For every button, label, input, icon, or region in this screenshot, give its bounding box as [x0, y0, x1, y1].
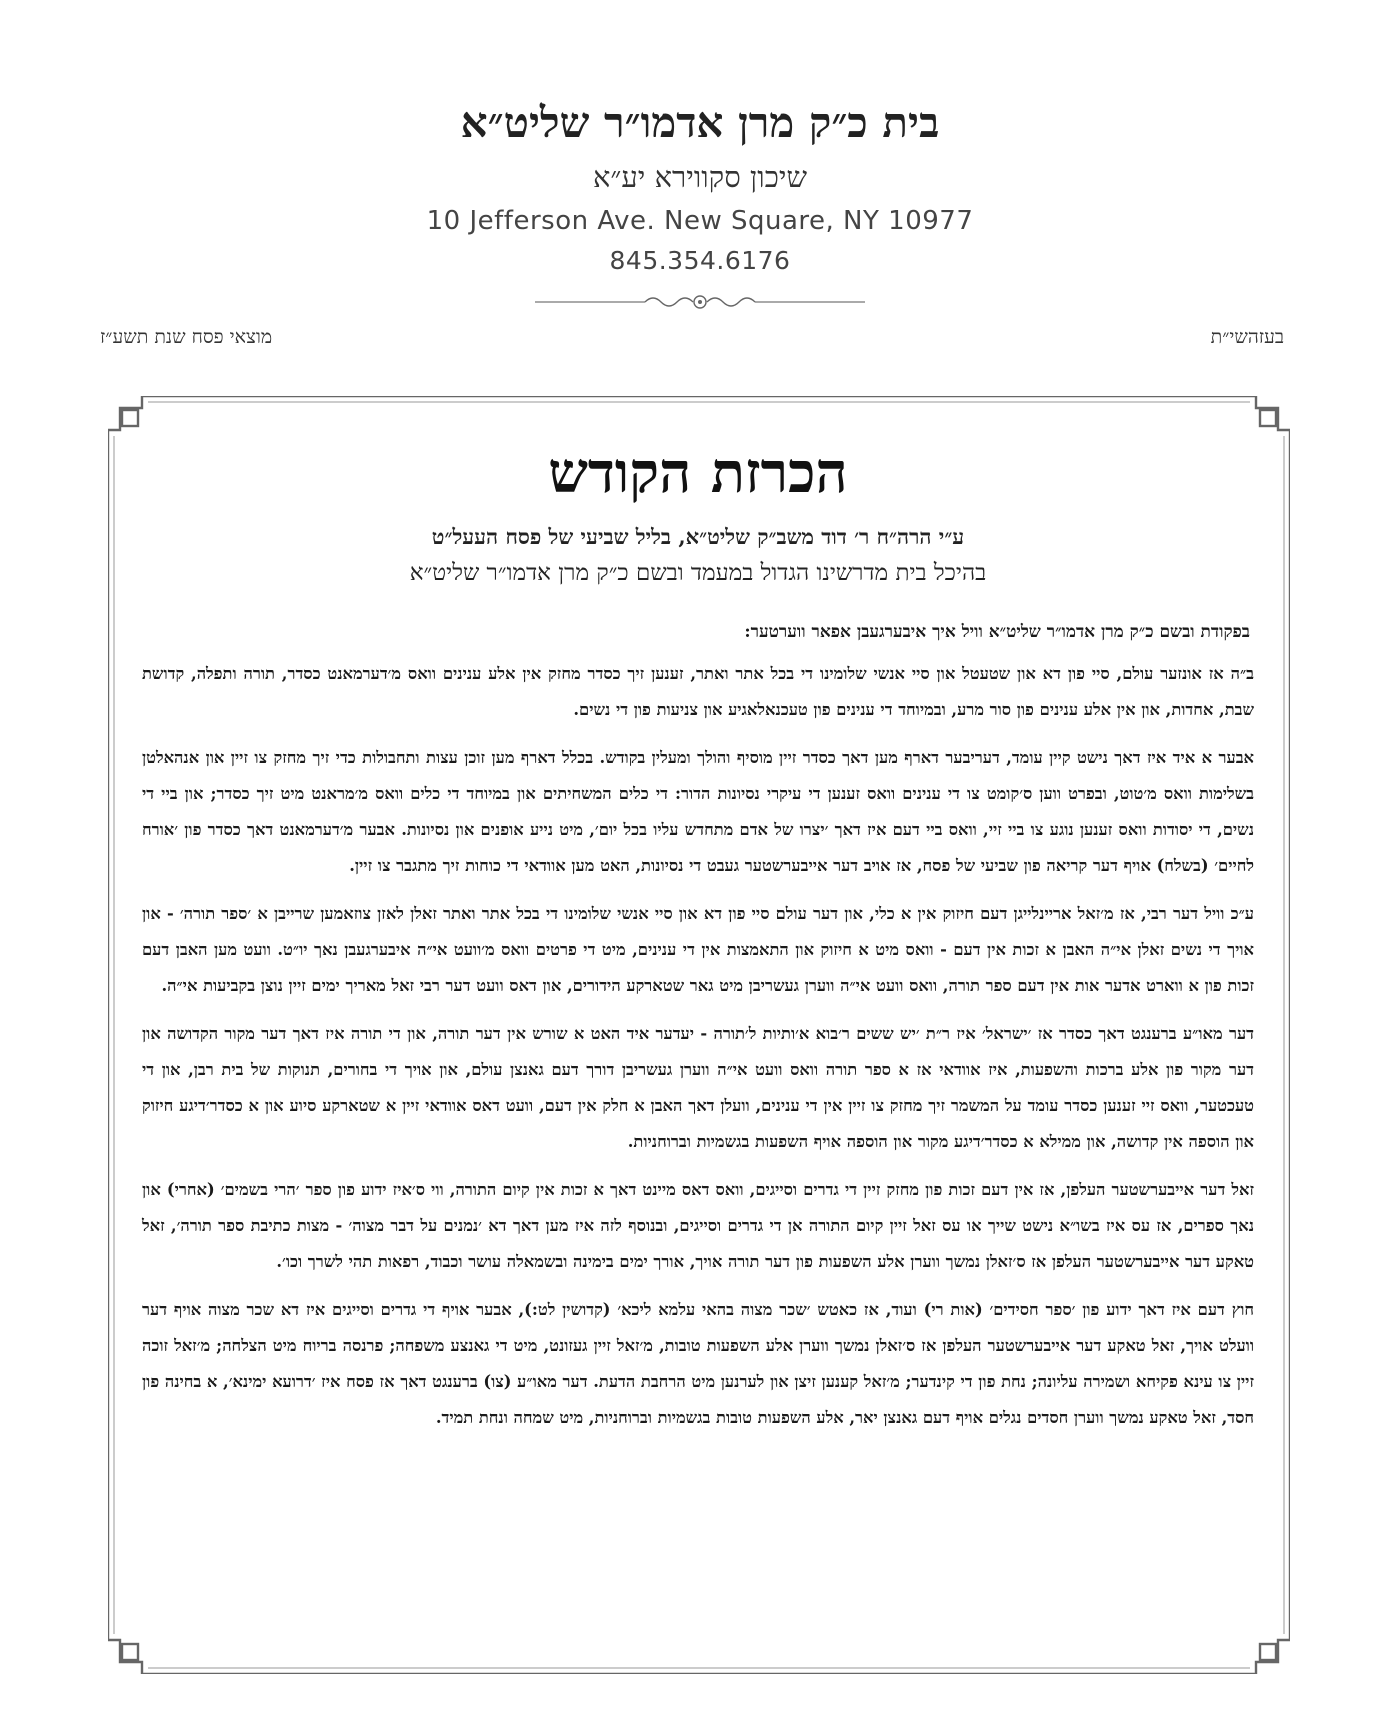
letterhead-subtitle: שיכון סקווירא יע״א	[592, 160, 808, 194]
header-note-left: מוצאי פסח שנת תשע״ז	[100, 326, 273, 348]
letterhead-title: בית כ״ק מרן אדמו״ר שליט״א	[460, 98, 940, 147]
header-note-right: בעזהשי״ת	[1210, 326, 1284, 348]
document-title: הכרזת הקודש	[548, 440, 848, 506]
letterhead-address: 10 Jefferson Ave. New Square, NY 10977	[426, 206, 974, 236]
proclamation-body	[142, 430, 1254, 1650]
document-venue: בהיכל בית מדרשינו הגדול במעמד ובשם כ״ק מרן אדמו״ר שליט״א	[409, 560, 987, 586]
paragraph: חוץ דעם איז דאך ידוע פון ׳ספר חסידים׳ (אות רי) ועוד, אז כאטש ׳שכר מצוה בהאי עלמא ליכא׳ (קדושין לט:), אבער אויף די גדרים וסייגים איז דא שכר מצוה אויף דער וועלט אויך, זאל טאקע דער אייבערשטער העלפן אז ס׳זאלן נמשך ווערן אלע השפעות טובות, מ׳זאל זיין געזונט, מיט די גאנצע משפחה; פרנסה בריוח מיט הצלחה; מ׳זאל זוכה זיין צו עינא פקיחא ושמירה עליונה; נחת פון די קינדער; מ׳זאל קענען זיצן און לערנען מיט הרחבת הדעת. דער מאו״ע (צו) ברענגט דאך אז פסח איז ׳דרועא ימינא׳, א בחינה פון חסד, זאל טאקע נמשך ווערן חסדים נגלים אויף דעם גאנצן יאר, אלע השפעות טובות בגשמיות וברוחניות, מיט שמחה ונחת תמיד.	[142, 1300, 1254, 1427]
paragraph: אבער א איד איז דאך נישט קיין עומד, דעריבער דארף מען דאך כסדר זיין מוסיף והולך ומעלין בקודש. בכלל דארף מען זוכן עצות ותחבולות כדי זיך מחזק צו זיין און אנהאלטן בשלימות וואס מ׳טוט, ובפרט ווען ס׳קומט צו די ענינים וואס זענען די עיקרי נסיונות הדור: די כלים המשחיתים און במיוחד די כלים וואס מ׳מראנט מיט זיך כסדר; און ביי די נשים, די יסודות וואס זענען נוגע צו ביי זיי, וואס ביי דעם איז דאך ׳יצרו של אדם מתחדש עליו בכל יום׳, מיט נייע אופנים און נסיונות. אבער מ׳דערמאנט דאך כסדר פון ׳אורח לחיים׳ (בשלח) אויף דער קריאה פון שביעי של פסח, אז אויב דער אייבערשטער געבט די נסיונות, האט מען אוודאי די כוחות זיך מתגבר צו זיין.	[142, 748, 1254, 875]
ornamental-divider-icon	[535, 290, 865, 314]
document-byline: ע״י הרה״ח ר׳ דוד משב״ק שליט״א, בליל שביעי של פסח העעל״ט	[431, 524, 965, 549]
paragraph: דער מאו״ע ברענגט דאך כסדר אז ׳ישראל׳ איז ר״ת ׳יש ששים ר׳בוא א׳ותיות ל׳תורה - יעדער איד האט א שורש אין דער תורה, און די תורה איז דאך דער מקור הקדושה און דער מקור פון אלע ברכות והשפעות, איז אוודאי אז א ספר תורה וואס וועט אי״ה ווערן געשריבן דורך דעם גאנצן עולם, און אויך די בחורים, תנוקות של בית רבן, און די טעכטער, וואס זיי זענען כסדר עומד על המשמר זיך מחזק צו זיין אין די ענינים, וועלן דאך האבן א חלק אין דעם, וועט דאס אוודאי זיין א שטארקע סיוע און א כסדר׳דיגע חיזוק און הוספה אין קדושה, און ממילא א כסדר׳דיגע מקור און הוספה אויף השפעות בגשמיות וברוחניות.	[142, 1024, 1254, 1151]
paragraph: ע״כ וויל דער רבי, אז מ׳זאל אריינלייגן דעם חיזוק אין א כלי, און דער עולם סיי פון דא און סיי אנשי שלומינו די בכל אתר ואתר זאלן לאזן צוזאמען שרייבן א ׳ספר תורה׳ - און אויך די נשים זאלן אי״ה האבן א זכות אין דעם - וואס מיט א חיזוק און התאמצות אין די ענינים, מיט די פרטים וואס מ׳וועט אי״ה איבערגעבן נאך יו״ט. וועט מען האבן דעם זכות פון א ווארט אדער אות אין דעם ספר תורה, וואס וועט אי״ה ווערן געשריבן מיט גאר שטארקע הידורים, און דאס וועט דער רבי זאל מאריך ימים זיין נוצן בקביעות אי״ה.	[142, 904, 1254, 995]
document-intro: בפקודת ובשם כ״ק מרן אדמו״ר שליט״א וויל איך איבערגעבן אפאר ווערטער:	[744, 622, 1250, 642]
paragraph: ב״ה אז אונזער עולם, סיי פון דא און שטעטל און סיי אנשי שלומינו די בכל אתר ואתר, זענען זיך כסדר מחזק אין אלע ענינים וואס מ׳דערמאנט כסדר, תורה ותפלה, קדושת שבת, אחדות, און אין אלע ענינים פון סור מרע, ובמיוחד די ענינים פון טעכנאלאגיע און צניעות פון די נשים.	[142, 664, 1254, 719]
letterhead-phone: 845.354.6176	[609, 246, 791, 275]
paragraph: זאל דער אייבערשטער העלפן, אז אין דעם זכות פון מחזק זיין די גדרים וסייגים, וואס דאס מיינט דאך א זכות אין קיום התורה, ווי ס׳איז ידוע פון ספר ׳הרי בשמים׳ (אחרי) און נאך ספרים, אז עס איז בשו״א נישט שייך או עס זאל זיין קיום התורה אן די גדרים וסייגים, ובנוסף לזה איז מען דאך דא ׳נמנים על דבר מצוה׳ - מצות כתיבת ספר תורה׳, זאל טאקע דער אייבערשטער העלפן אז ס׳זאלן נמשך ווערן אלע השפעות פון דער תורה אויך, אורך ימים בימינה ובשמאלה עושר וכבוד, רפאות תהי לשרך וכו׳.	[142, 1180, 1254, 1271]
